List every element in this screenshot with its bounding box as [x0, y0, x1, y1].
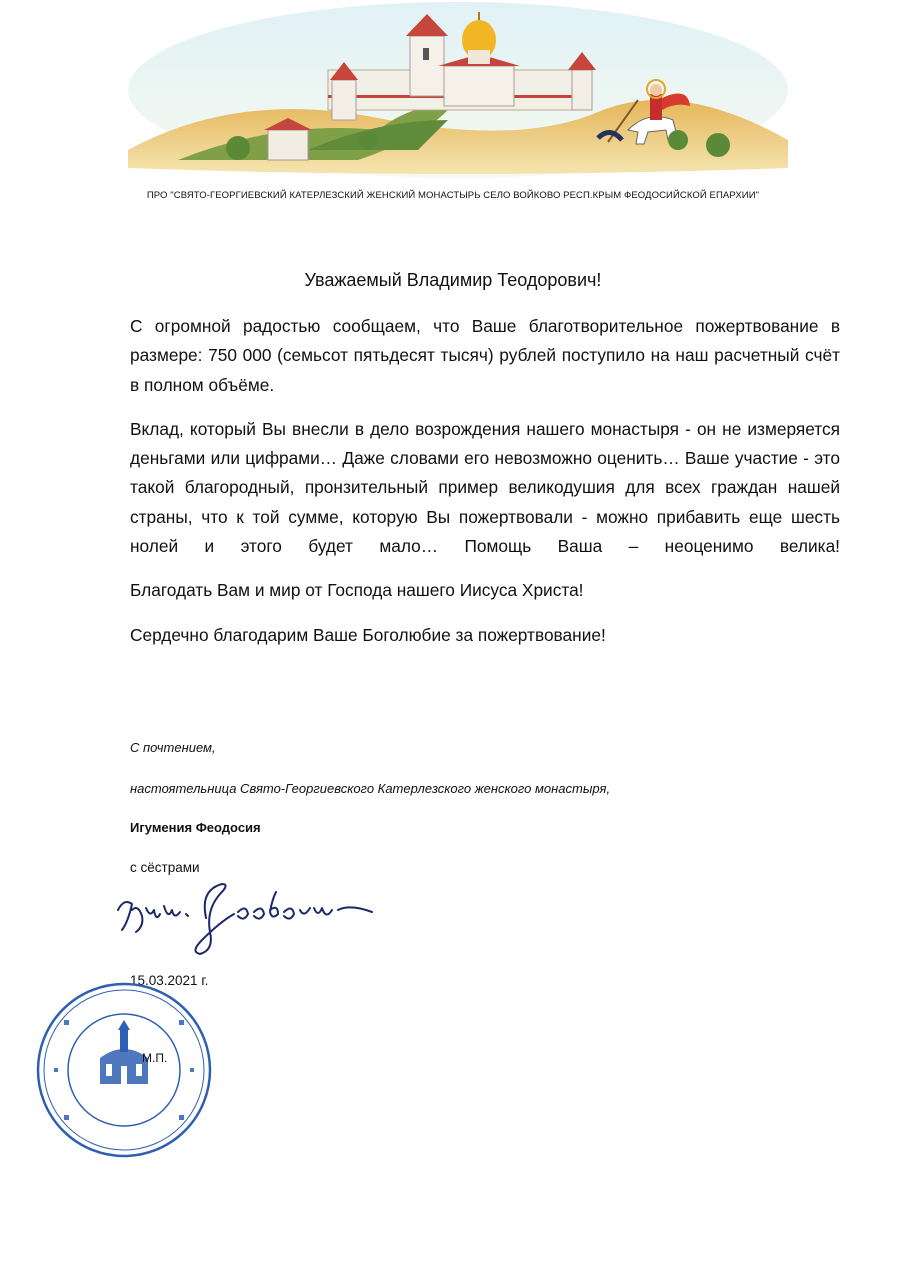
stamp-place-label: М.П.	[142, 1051, 168, 1065]
handwritten-signature	[110, 870, 390, 960]
closing-regards: С почтением,	[130, 740, 216, 755]
official-seal-stamp	[34, 980, 214, 1160]
monastery-illustration-icon	[118, 0, 798, 180]
signer-position: настоятельница Свято-Георгиевского Катерлезского женского монастыря,	[130, 781, 611, 796]
paragraph-contribution: Вклад, который Вы внесли в дело возрождения нашего монастыря - он не измеряется деньгами или цифрами… Даже словами его невозможно оценить… Ваше участие - это такой благородный, пронзительный пример великодушия для всех граждан нашей страны, что к той сумме, которую Вы пожертвовали - можно прибавить еще шесть нолей и этого будет мало… Помощь Ваша – неоценимо велика!	[130, 418, 840, 557]
organization-name: ПРО "СВЯТО-ГЕОРГИЕВСКИЙ КАТЕРЛЕЗСКИЙ ЖЕНСКИЙ МОНАСТЫРЬ СЕЛО ВОЙКОВО РЕСП.КРЫМ ФЕОДОСИЙСКОЙ ЕПАРХИИ"	[146, 190, 760, 201]
signer-name: Игумения Феодосия	[130, 820, 261, 835]
paragraph-blessing: Благодать Вам и мир от Господа нашего Иисуса Христа!	[130, 580, 584, 601]
signer-sisters: с сёстрами	[130, 860, 200, 875]
paragraph-donation: С огромной радостью сообщаем, что Ваше благотворительное пожертвование в размере: 750 000 (семьсот пятьдесят тысяч) рублей поступило на наш расчетный счёт в полном объёме.	[130, 316, 840, 395]
paragraph-thanks: Сердечно благодарим Ваше Боголюбие за пожертвование!	[130, 624, 606, 645]
letter-greeting: Уважаемый Владимир Теодорович!	[304, 270, 602, 290]
letter-date: 15.03.2021 г.	[130, 973, 209, 988]
letter-body	[130, 312, 840, 665]
